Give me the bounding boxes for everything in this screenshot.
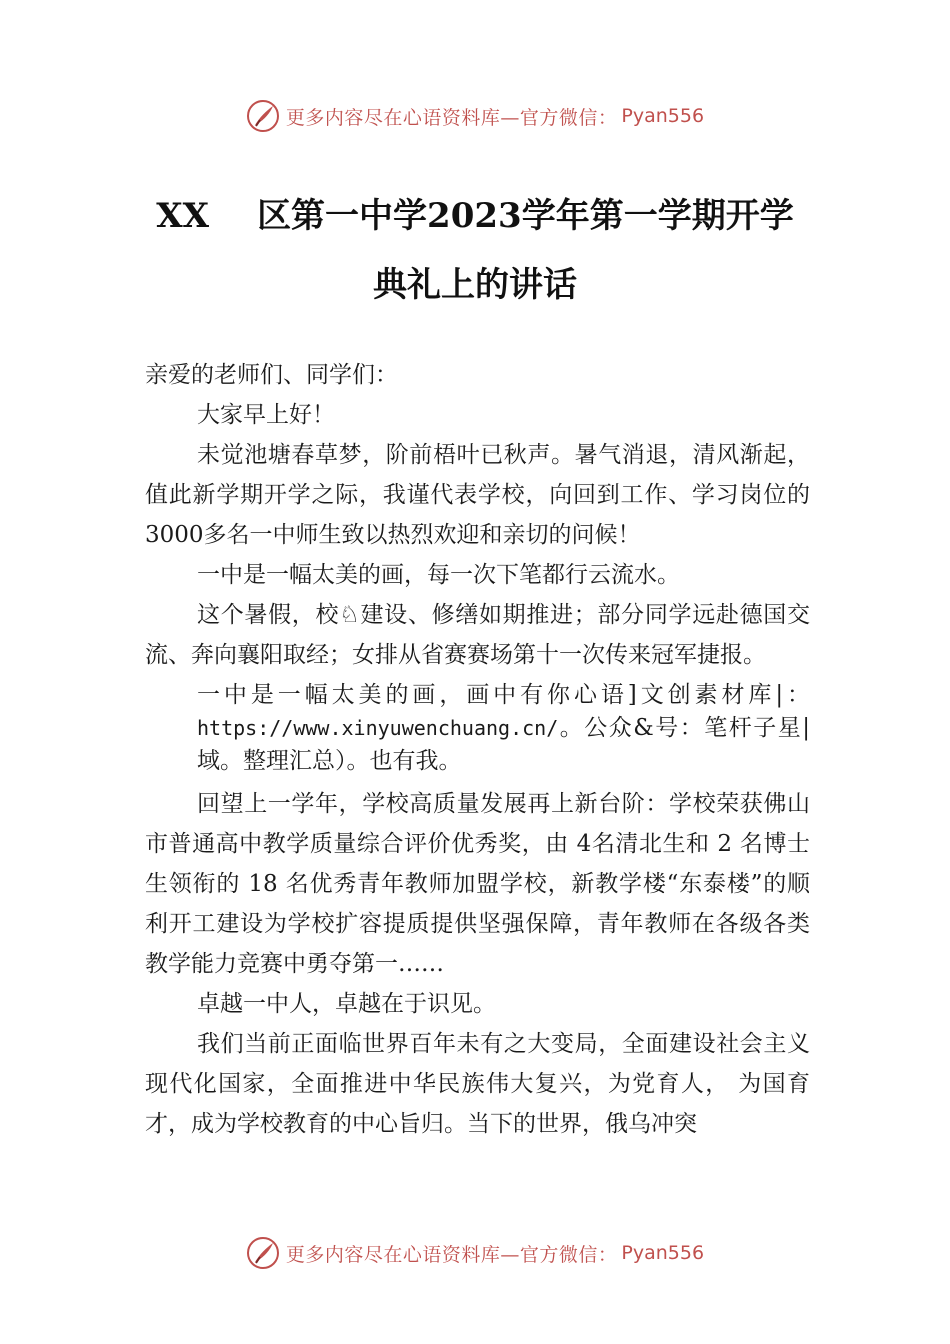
paragraph-painting-1: 一中是一幅太美的画，每一次下笔都行云流水。 [197, 562, 680, 588]
salutation: 亲爱的老师们、同学们： [145, 362, 398, 388]
document-title-line1 [0, 188, 950, 237]
quill-logo-icon [246, 1236, 280, 1270]
paragraph-opening: 未觉池塘春草梦，阶前梧叶已秋声。暑气消退，清风渐起，值此新学期开学之际，我谨代表学校，向回到工作、学习岗位的 3000多名一中师生致以热烈欢迎和亲切的问候！ [145, 442, 810, 548]
paragraph-changes: 我们当前正面临世界百年未有之大变局，全面建设社会主义现代化国家，全面推进中华民族伟大复兴，为党育人， 为国育才，成为学校教育的中心旨归。当下的世界，俄乌冲突 [145, 1031, 810, 1137]
title-prefix: XX [156, 196, 210, 236]
paragraph-summer: 这个暑假，校♘建设、修缮如期推进；部分同学远赴德国交流、奔向襄阳取经；女排从省赛赛场第十一次传来冠军捷报。 [145, 602, 810, 668]
paragraph-painting-2-a: 一中是一幅太美的画，画中有你心语]文创素材库|： [197, 682, 810, 708]
footer-watermark [0, 1233, 950, 1273]
header-watermark [0, 96, 950, 136]
quill-logo-icon [246, 99, 280, 133]
paragraph-review: 回望上一学年，学校高质量发展再上新台阶：学校荣获佛山市普通高中教学质量综合评价优秀奖，由 4名清北生和 2 名博士生领衔的 18 名优秀青年教师加盟学校，新教学楼“东泰楼”的顺利开工建设为学校扩容提质提供坚强保障，青年教师在各级各类教学能力竞赛中勇夺第一…… [145, 791, 810, 977]
watermark-text: 更多内容尽在心语资料库—官方微信： [285, 1243, 618, 1266]
watermark-text: 更多内容尽在心语资料库—官方微信： [285, 106, 618, 129]
title-line1-rest: 区第一中学2023学年第一学期开学 [257, 196, 794, 236]
watermark-wechat-id: Pyan556 [621, 1242, 705, 1264]
document-title-line2: 典礼上的讲话 [373, 265, 577, 305]
paragraph-painting-2 [145, 679, 810, 778]
paragraph-vision: 卓越一中人，卓越在于识见。 [197, 991, 496, 1017]
paragraph-greeting: 大家早上好！ [197, 402, 335, 428]
speech-body [145, 355, 810, 1144]
paragraph-painting-2-b: 。公众&号：笔杆子星|域。整理汇总）。也有我。 [197, 715, 810, 774]
watermark-wechat-id: Pyan556 [621, 105, 705, 127]
source-url-link[interactable]: https://www.xinyuwenchuang.cn/ [197, 716, 559, 740]
